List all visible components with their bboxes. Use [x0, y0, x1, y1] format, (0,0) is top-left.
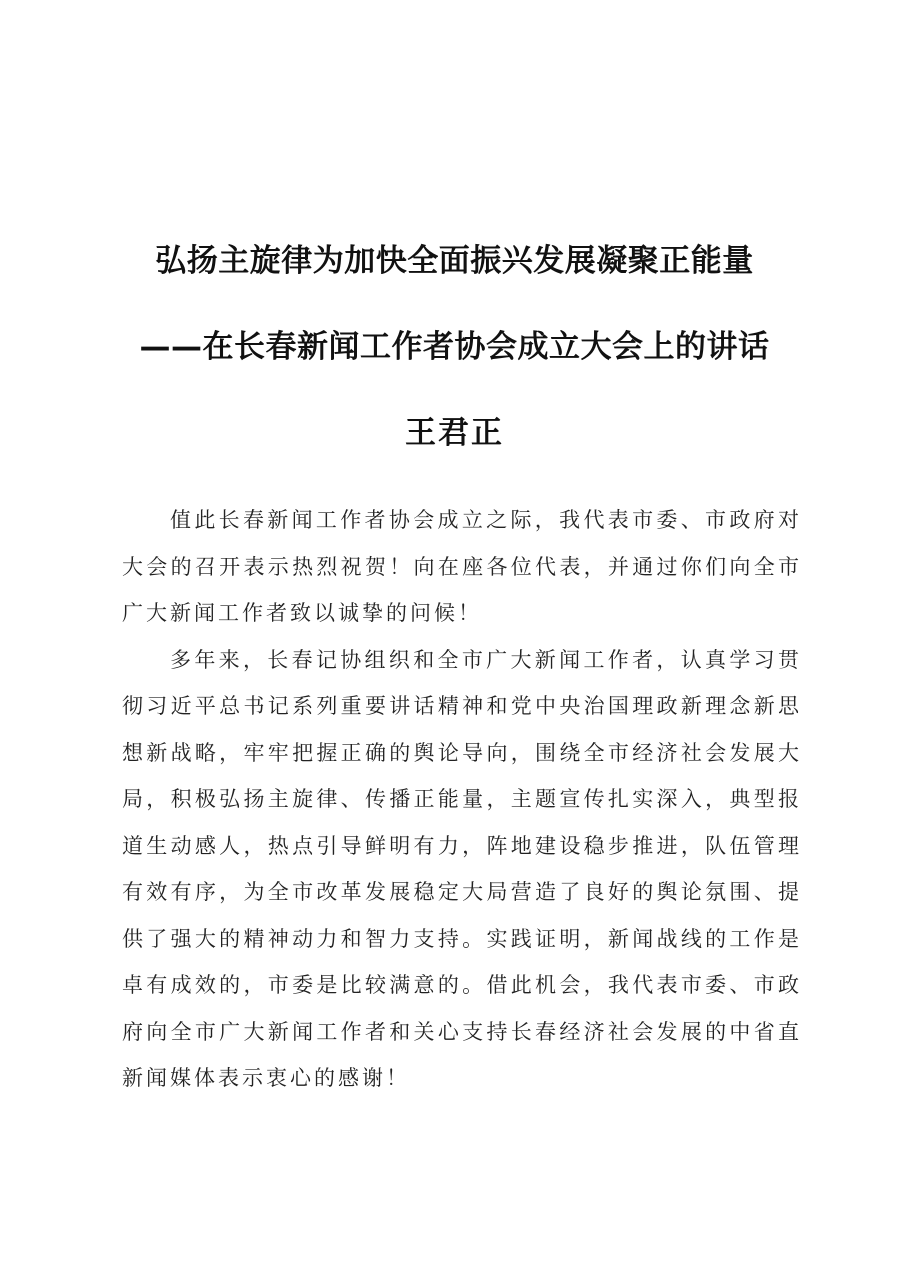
- document-subtitle: ——在长春新闻工作者协会成立大会上的讲话: [139, 329, 770, 365]
- title-block: [0, 240, 909, 454]
- document-title: 弘扬主旋律为加快全面振兴发展凝聚正能量: [155, 243, 754, 279]
- paragraph-1: 值此长春新闻工作者协会成立之际，我代表市委、市政府对大会的召开表示热烈祝贺！向在座各位代表，并通过你们向全市广大新闻工作者致以诚挚的问候！: [122, 508, 802, 625]
- paragraph-2: 多年来，长春记协组织和全市广大新闻工作者，认真学习贯彻习近平总书记系列重要讲话精神和党中央治国理政新理念新思想新战略，牢牢把握正确的舆论导向，围绕全市经济社会发展大局，积极弘扬主旋律、传播正能量，主题宣传扎实深入，典型报道生动感人，热点引导鲜明有力，阵地建设稳步推进，队伍管理有效有序，为全市改革发展稳定大局营造了良好的舆论氛围、提供了强大的精神动力和智力支持。实践证明，新闻战线的工作是卓有成效的，市委是比较满意的。借此机会，我代表市委、市政府向全市广大新闻工作者和关心支持长春经济社会发展的中省直新闻媒体表示衷心的感谢！: [122, 647, 802, 1090]
- document-author: 王君正: [405, 415, 504, 451]
- document-body: [122, 497, 802, 1102]
